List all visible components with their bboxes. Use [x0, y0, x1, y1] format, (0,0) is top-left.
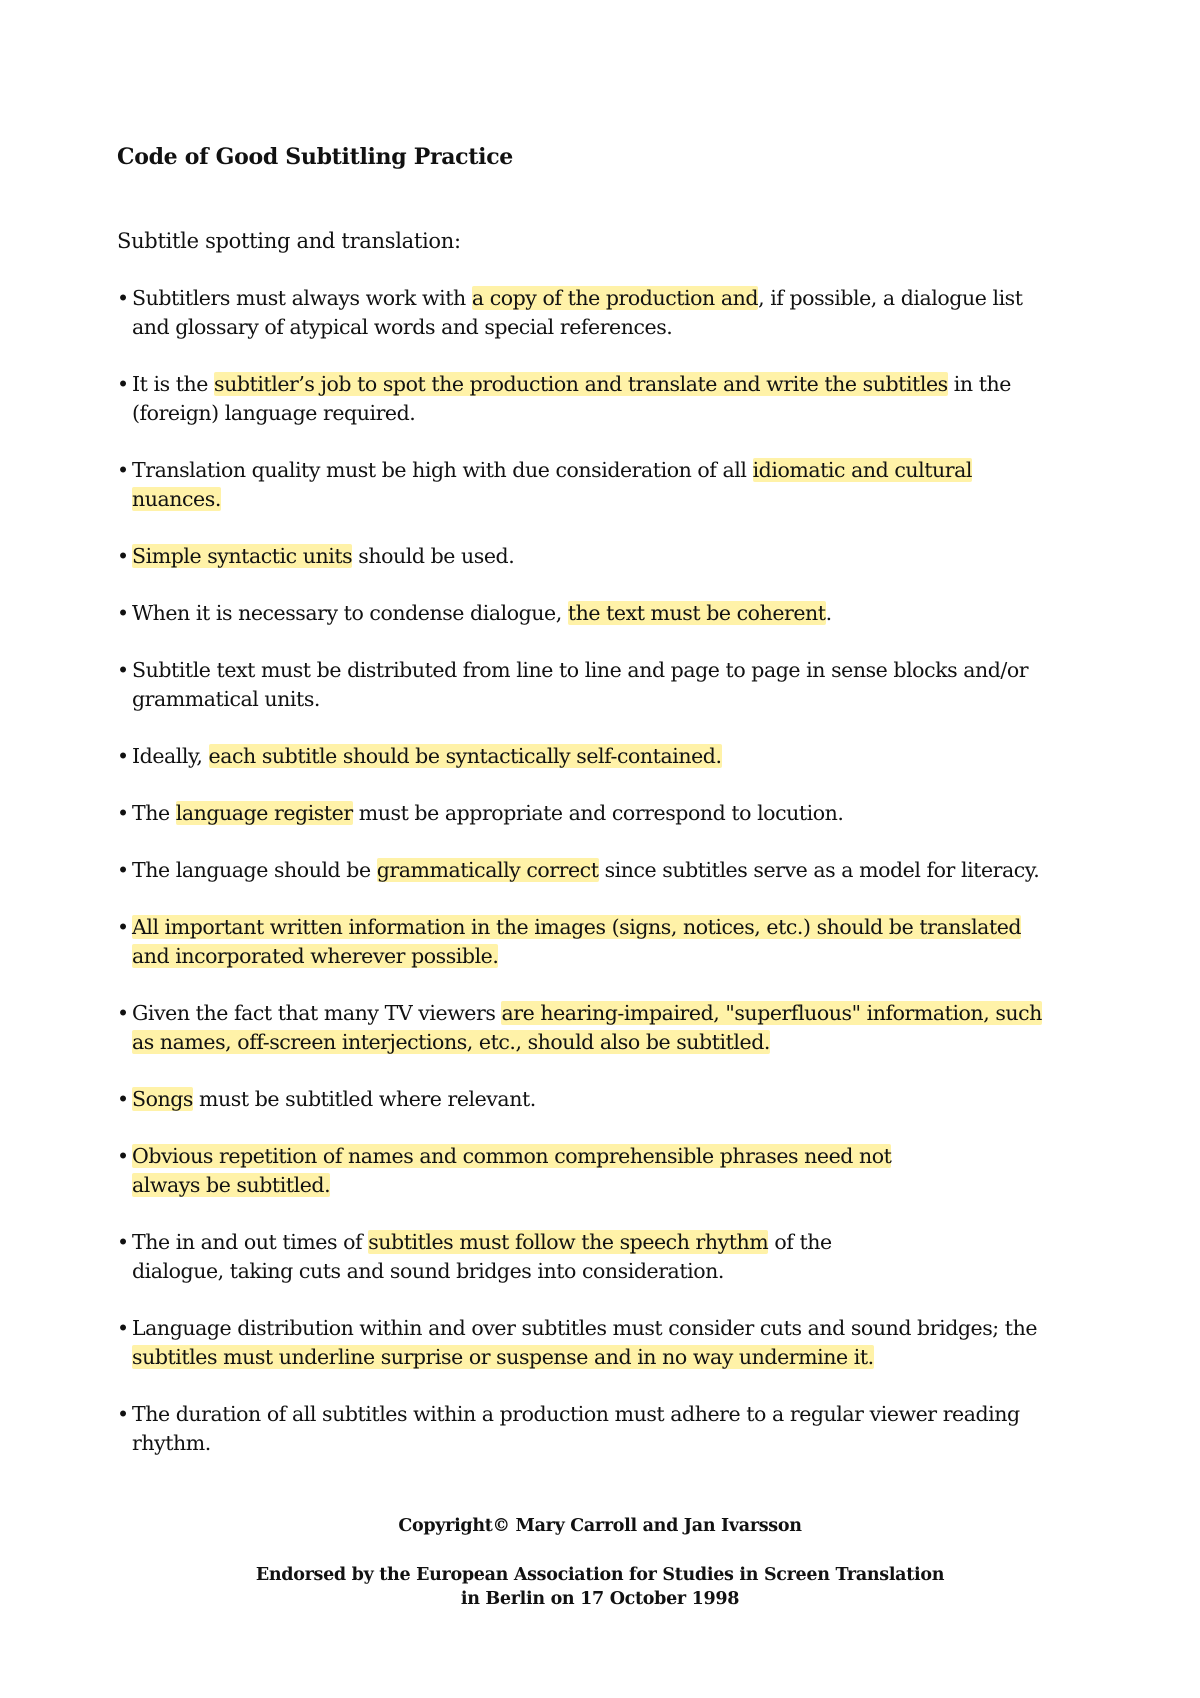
guideline-item	[117, 1228, 1097, 1286]
item-text: .	[825, 601, 832, 625]
item-text: The duration of all subtitles within a production must adhere to a regular viewer reading	[132, 1402, 1020, 1426]
item-text-continued: dialogue, taking cuts and sound bridges into consideration.	[132, 1259, 724, 1283]
document-title: Code of Good Subtitling Practice	[117, 144, 513, 170]
bullet-glyph: •	[117, 1001, 129, 1025]
bullet-glyph: •	[117, 544, 129, 568]
item-text: It is the	[132, 372, 215, 396]
bullet-glyph: •	[117, 458, 129, 482]
item-text: of the	[768, 1230, 832, 1254]
item-text: in the	[947, 372, 1011, 396]
item-text: The in and out times of	[132, 1230, 369, 1254]
highlighted-text: a copy of the production and	[471, 286, 759, 310]
item-text: Given the fact that many TV viewers	[132, 1001, 502, 1025]
highlighted-text: language register	[175, 801, 353, 825]
item-text: must be subtitled where relevant.	[192, 1087, 536, 1111]
highlighted-text: All important written information in the images (signs, notices, etc.) should be translated	[132, 915, 1022, 939]
item-text: since subtitles serve as a model for literacy.	[598, 858, 1040, 882]
item-text-continued: and glossary of atypical words and special references.	[132, 315, 673, 339]
endorsement-notice	[0, 1563, 1200, 1611]
guideline-item	[117, 742, 1097, 771]
bullet-glyph: •	[117, 286, 129, 310]
guideline-item	[117, 913, 1097, 971]
guideline-item	[117, 856, 1097, 885]
bullet-glyph: •	[117, 858, 129, 882]
item-text: must be appropriate and correspond to locution.	[352, 801, 844, 825]
bullet-glyph: •	[117, 801, 129, 825]
item-text: , if possible, a dialogue list	[758, 286, 1023, 310]
guideline-item	[117, 284, 1097, 342]
highlighted-text: each subtitle should be syntactically self-contained.	[208, 744, 722, 768]
guideline-item	[117, 799, 1097, 828]
endorsement-line-1: Endorsed by the European Association for Studies in Screen Translation	[255, 1565, 945, 1585]
guideline-item	[117, 599, 1097, 628]
highlighted-text-continued: and incorporated wherever possible.	[132, 944, 499, 968]
bullet-glyph: •	[117, 1230, 129, 1254]
highlighted-text: the text must be coherent	[567, 601, 826, 625]
bullet-glyph: •	[117, 1316, 129, 1340]
highlighted-text-continued: nuances.	[132, 487, 221, 511]
guideline-item	[117, 1400, 1097, 1458]
guideline-item	[117, 1142, 1097, 1200]
item-text-continued: grammatical units.	[132, 687, 320, 711]
guideline-item	[117, 999, 1097, 1057]
bullet-glyph: •	[117, 1402, 129, 1426]
highlighted-text: Simple syntactic units	[132, 544, 353, 568]
guideline-item	[117, 542, 1097, 571]
item-text-continued: rhythm.	[132, 1431, 211, 1455]
bullet-glyph: •	[117, 601, 129, 625]
item-text: The	[132, 801, 176, 825]
item-text: When it is necessary to condense dialogue,	[132, 601, 568, 625]
item-text-continued: (foreign) language required.	[132, 401, 416, 425]
guideline-item	[117, 1314, 1097, 1372]
highlighted-text: subtitler’s job to spot the production and translate and write the subtitles	[214, 372, 948, 396]
guideline-item	[117, 656, 1097, 714]
guideline-item	[117, 370, 1097, 428]
highlighted-text: are hearing-impaired, "superfluous" information, such	[501, 1001, 1042, 1025]
highlighted-text-continued: as names, off-screen interjections, etc., should also be subtitled.	[132, 1030, 770, 1054]
item-text: Language distribution within and over subtitles must consider cuts and sound bridges; the	[132, 1316, 1038, 1340]
bullet-glyph: •	[117, 744, 129, 768]
guideline-item	[117, 456, 1097, 514]
item-text: Ideally,	[132, 744, 209, 768]
highlighted-text: Obvious repetition of names and common comprehensible phrases need not	[132, 1144, 892, 1168]
bullet-glyph: •	[117, 1087, 129, 1111]
item-text: Translation quality must be high with due consideration of all	[132, 458, 753, 482]
bullet-glyph: •	[117, 372, 129, 396]
item-text: The language should be	[132, 858, 377, 882]
highlighted-text: grammatically correct	[376, 858, 599, 882]
section-heading: Subtitle spotting and translation:	[117, 229, 461, 253]
highlighted-text: subtitles must follow the speech rhythm	[368, 1230, 769, 1254]
endorsement-line-2: in Berlin on 17 October 1998	[460, 1589, 740, 1609]
highlighted-text-continued: always be subtitled.	[132, 1173, 331, 1197]
copyright-notice: Copyright© Mary Carroll and Jan Ivarsson	[398, 1516, 802, 1536]
highlighted-text-continued: subtitles must underline surprise or suspense and in no way undermine it.	[132, 1345, 874, 1369]
highlighted-text: idiomatic and cultural	[752, 458, 973, 482]
item-text: Subtitlers must always work with	[132, 286, 472, 310]
highlighted-text: Songs	[132, 1087, 193, 1111]
bullet-glyph: •	[117, 915, 129, 939]
item-text: should be used.	[352, 544, 515, 568]
guideline-item	[117, 1085, 1097, 1114]
bullet-glyph: •	[117, 658, 129, 682]
guideline-list	[117, 284, 1097, 1486]
item-text: Subtitle text must be distributed from line to line and page to page in sense blocks and/or	[132, 658, 1029, 682]
bullet-glyph: •	[117, 1144, 129, 1168]
